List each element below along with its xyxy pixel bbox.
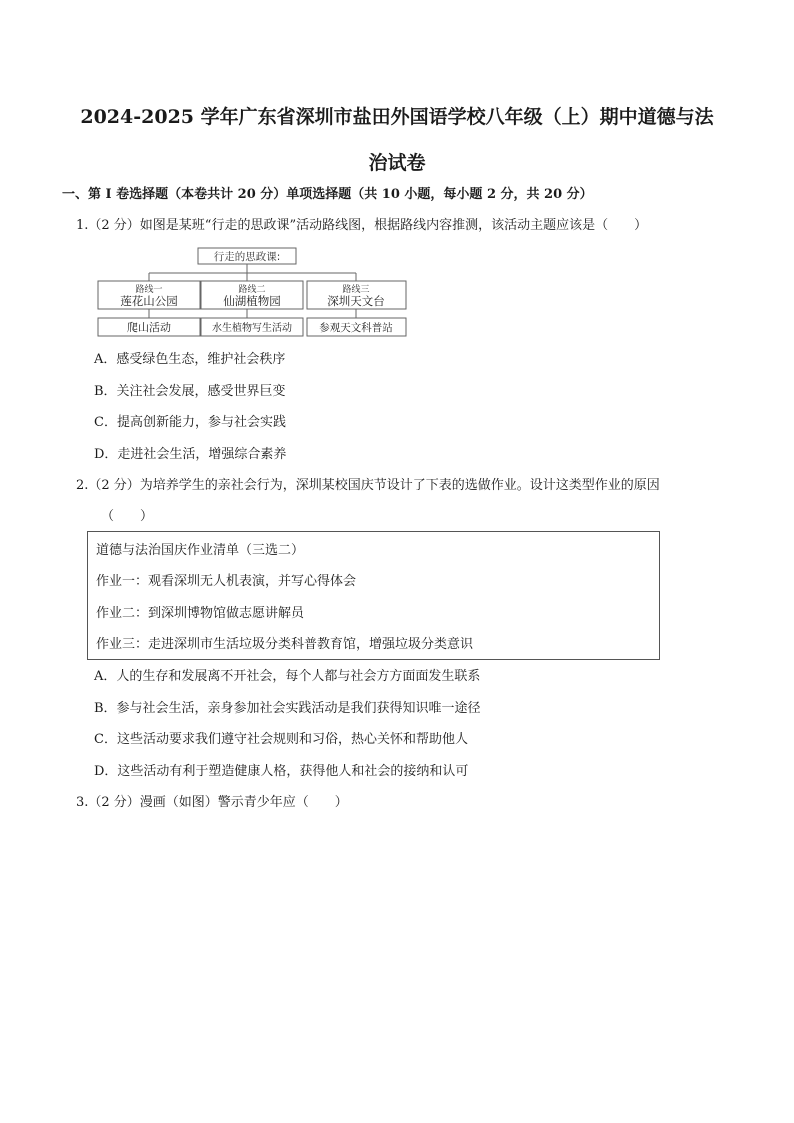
q2-option-b: B．参与社会生活，亲身参加社会实践活动是我们获得知识唯一途径 [94,701,481,716]
q1-option-c: C．提高创新能力，参与社会实践 [94,415,286,430]
title-line-1: 2024-2025 学年广东省深圳市盐田外国语学校八年级（上）期中道德与法 [80,106,714,128]
q1-option-a: A．感受绿色生态，维护社会秩序 [94,352,286,367]
section-heading: 一、第 I 卷选择题（本卷共计 20 分）单项选择题（共 10 小题，每小题 2 分，共 20 分） [62,187,593,202]
homework-item-2: 作业二：到深圳博物馆做志愿讲解员 [96,606,305,621]
title-line-2: 治试卷 [368,152,426,174]
route-3-name: 路线三 [342,285,370,295]
q1-option-d: D．走进社会生活，增强综合素养 [94,447,287,462]
route-1-name: 路线一 [135,285,163,295]
question-3-stem: 3.（2 分）漫画（如图）警示青少年应（ ） [76,795,348,810]
homework-item-1: 作业一：观看深圳无人机表演，并写心得体会 [96,574,357,589]
route-2-activity: 水生植物写生活动 [212,323,292,334]
q2-option-d: D．这些活动有利于塑造健康人格，获得他人和社会的接纳和认可 [94,764,469,779]
q2-option-c: C．这些活动要求我们遵守社会规则和习俗，热心关怀和帮助他人 [94,732,468,747]
homework-list-title: 道德与法治国庆作业清单（三选二） [96,543,305,558]
question-2-stem: 2.（2 分）为培养学生的亲社会行为，深圳某校国庆节设计了下表的选做作业。设计这类型作业的原因 [76,478,660,493]
route-2-name: 路线二 [238,285,266,295]
q2-option-a: A．人的生存和发展离不开社会，每个人都与社会方方面面发生联系 [94,669,481,684]
diagram-root-label: 行走的思政课: [213,251,281,263]
route-3-activity: 参观天文科普站 [319,322,393,334]
q1-option-b: B．关注社会发展，感受世界巨变 [94,384,286,399]
page-title [60,94,734,186]
route-3-place: 深圳天文台 [327,294,385,308]
homework-list-box [87,531,660,660]
route-diagram [94,243,410,338]
homework-item-3: 作业三：走进深圳市生活垃圾分类科普教育馆，增强垃圾分类意识 [96,637,474,652]
question-1-stem: 1.（2 分）如图是某班“行走的思政课”活动路线图，根据路线内容推测，该活动主题应该是（ ） [76,218,648,233]
route-1-activity: 爬山活动 [127,321,171,334]
question-2-stem-cont: （ ） [101,509,154,524]
route-1-place: 莲花山公园 [120,294,178,308]
route-2-place: 仙湖植物园 [223,294,281,308]
